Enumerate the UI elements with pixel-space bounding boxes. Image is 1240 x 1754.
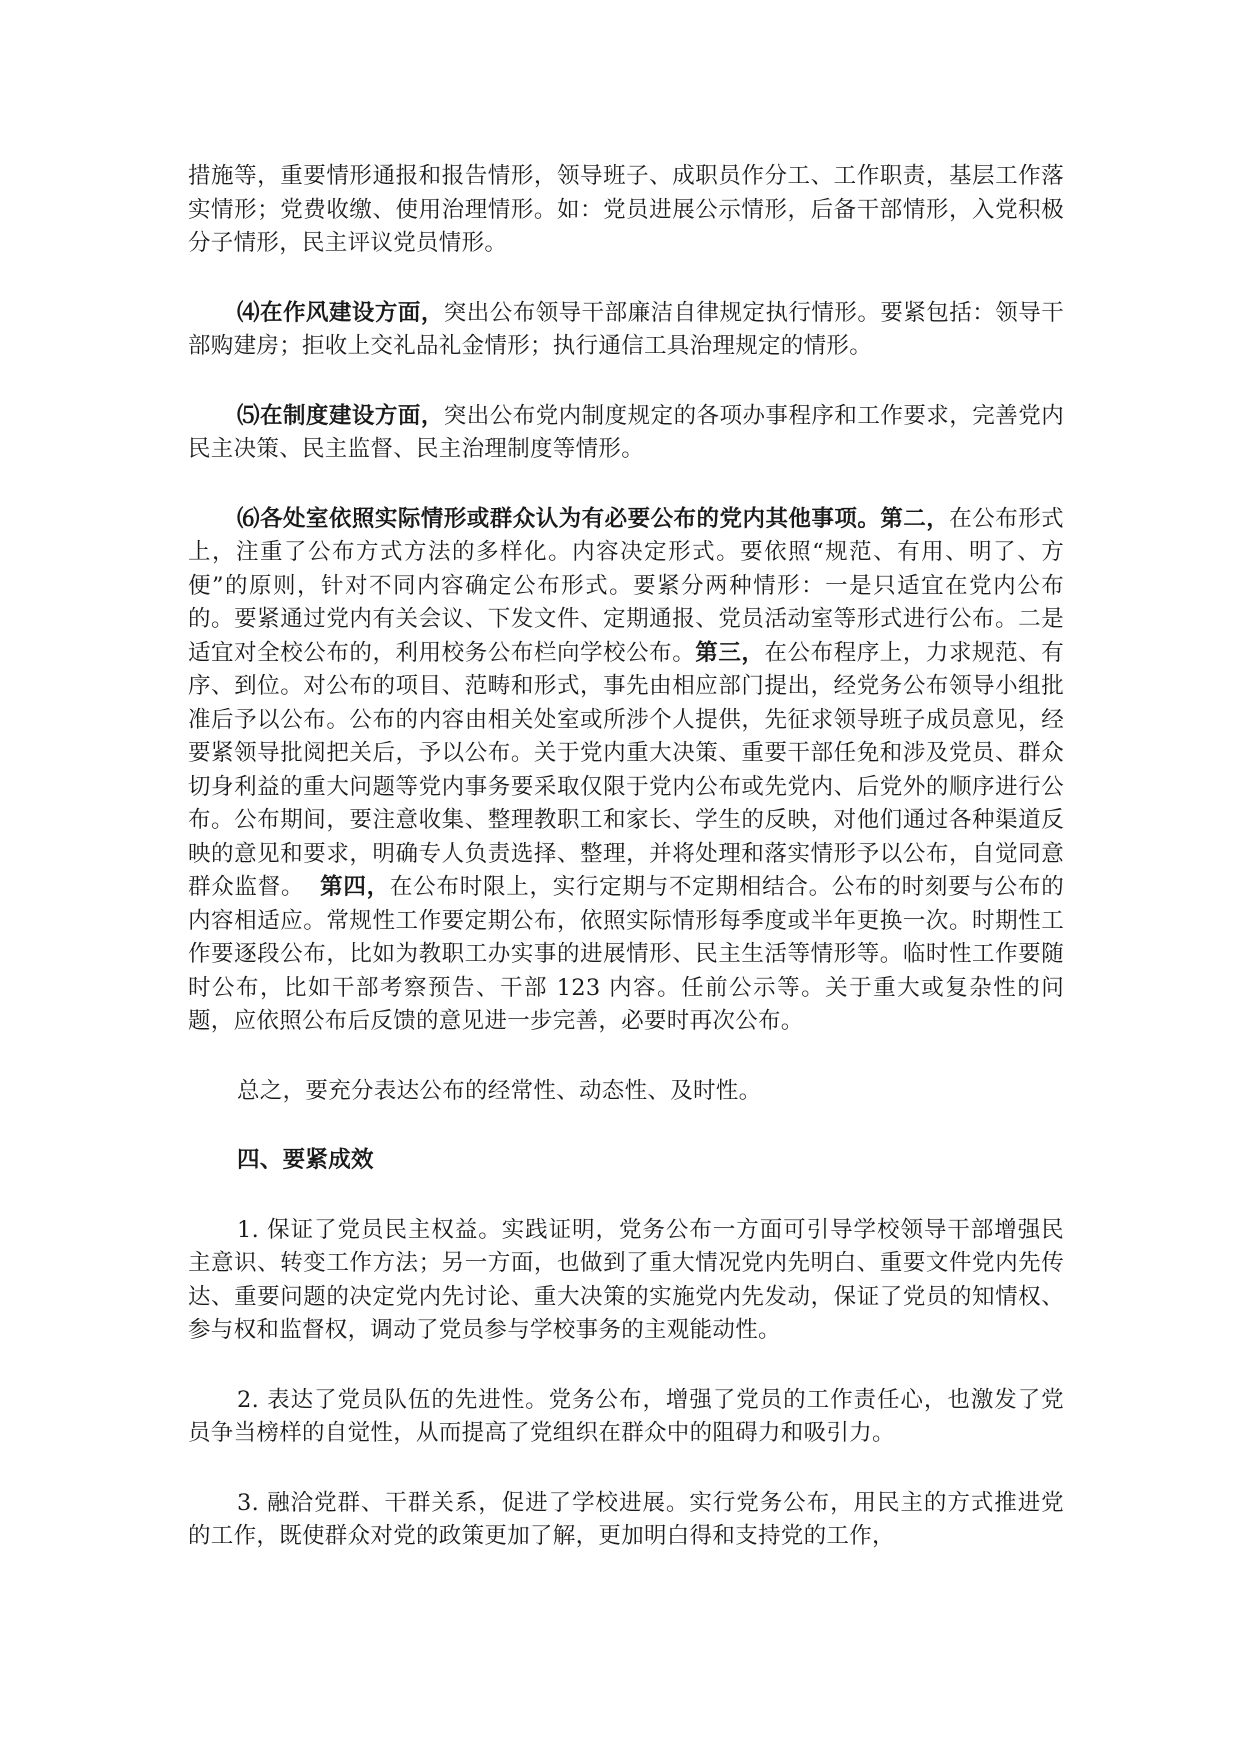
document-page (188, 160, 1064, 1590)
paragraph-lead-bold: ⑹各处室依照实际情形或群众认为有必要公布的党内其他事项。第二， (237, 505, 950, 532)
paragraph-lead-bold: ⑸在制度建设方面， (237, 402, 444, 429)
paragraph-text: 在公布时限上，实行定期与不定期相结合。公布的时刻要与公布的内容相适应。常规性工作要定期公布，依照实际情形每季度或半年更换一次。时期性工作要逐段公布，比如为教职工办实事的进展情形、民主生活等情形等。临时性工作要随时公布，比如干部考察预告、干部 123 内容。任前公示等。关于重大或复杂性的问题，应依照公布后反馈的意见进一步完善，必要时再次公布。 (188, 874, 1064, 1034)
paragraph-third-bold: 第三， (695, 639, 765, 666)
paragraph-text: 突出公布领导干部廉洁自律规定执行情形。要紧包括：领导干部购建房；拒收上交礼品礼金情形；执行通信工具治理规定的情形。 (188, 299, 1064, 359)
paragraph-result-3: 3. 融洽党群、干群关系，促进了学校进展。实行党务公布，用民主的方式推进党的工作，既使群众对党的政策更加了解，更加明白得和支持党的工作， (188, 1489, 1064, 1549)
section-heading: 四、要紧成效 (237, 1147, 374, 1173)
paragraph-summary: 总之，要充分表达公布的经常性、动态性、及时性。 (237, 1077, 762, 1104)
paragraph-measures: 措施等，重要情形通报和报告情形，领导班子、成职员作分工、工作职责，基层工作落实情形；党费收缴、使用治理情形。如：党员进展公示情形，后备干部情形，入党积极分子情形，民主评议党员情形。 (188, 163, 1064, 256)
paragraph-result-1: 1. 保证了党员民主权益。实践证明，党务公布一方面可引导学校领导干部增强民主意识、转变工作方法；另一方面，也做到了重大情况党内先明白、重要文件党内先传达、重要问题的决定党内先讨论、重大决策的实施党内先发动，保证了党员的知情权、参与权和监督权，调动了党员参与学校事务的主观能动性。 (188, 1216, 1064, 1343)
paragraph-work-style (188, 297, 1064, 364)
paragraph-system-building (188, 400, 1064, 467)
paragraph-text: 在公布形式上，注重了公布方式方法的多样化。内容决定形式。要依照“规范、有用、明了、方便”的原则，针对不同内容确定公布形式。要紧分两种情形：一是只适宜在党内公布的。要紧通过党内有关会议、下发文件、定期通报、党员活动室等形式进行公布。二是适宜对全校公布的，利用校务公布栏向学校公布。 (188, 505, 1064, 666)
paragraph-lead-bold: ⑷在作风建设方面， (237, 299, 444, 326)
paragraph-other-matters (188, 503, 1064, 1039)
paragraph-result-2: 2. 表达了党员队伍的先进性。党务公布，增强了党员的工作责任心，也激发了党员争当榜样的自觉性，从而提高了党组织在群众中的阻碍力和吸引力。 (188, 1386, 1064, 1446)
paragraph-text: 突出公布党内制度规定的各项办事程序和工作要求，完善党内民主决策、民主监督、民主治理制度等情形。 (188, 402, 1064, 462)
paragraph-text: 在公布程序上，力求规范、有序、到位。对公布的项目、范畴和形式，事先由相应部门提出，经党务公布领导小组批准后予以公布。公布的内容由相关处室或所涉个人提供，先征求领导班子成员意见，经要紧领导批阅把关后，予以公布。关于党内重大决策、重要干部任免和涉及党员、群众切身利益的重大问题等党内事务要采取仅限于党内公布或先党内、后党外的顺序进行公布。公布期间，要注意收集、整理教职工和家长、学生的反映，对他们通过各种渠道反映的意见和要求，明确专人负责选择、整理，并将处理和落实情形予以公布，自觉同意群众监督。 (188, 639, 1064, 900)
paragraph-fourth-bold: 第四， (320, 874, 390, 900)
